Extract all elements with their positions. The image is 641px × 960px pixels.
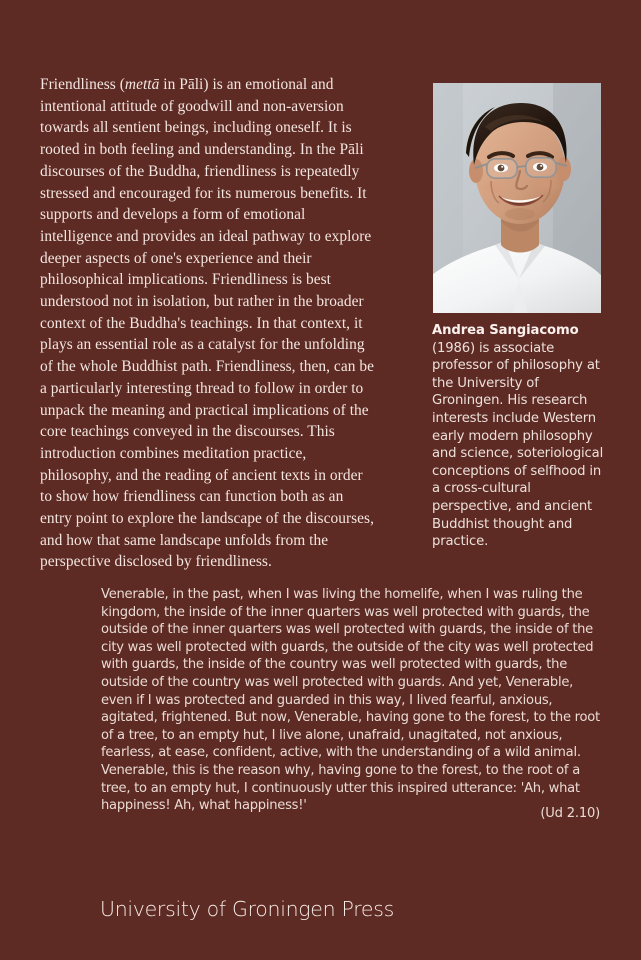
blurb-text-part-2: in Pāli) is an emotional and intentional attitude of goodwill and non-aversion towards all sentient beings, including oneself. It is rooted in both feeling and understanding. In the Pāli discourses of the Buddha, friendliness is repeatedly stressed and encouraged for its numerous benefits. It supports and develops a form of emotional intelligence and provides an ideal pathway to explore deeper aspects of one's experience and their philosophical implications. Friendliness is best understood not in isolation, but rather in the broader context of the Buddha's teachings. In that context, it plays an essential role as a catalyst for the unfolding of the whole Buddhist path. Friendliness, then, can be a particularly interesting thread to follow in order to unpack the meaning and practical implications of the core teachings conveyed in the discourses. This introduction combines meditation practice, philosophy, and the reading of ancient texts in order to show how friendliness can function both as an entry point to explore the landscape of the discourses, and how that same landscape unfolds from the perspective disclosed by friendliness. bbox=[40, 76, 378, 571]
author-bio-text: (1986) is associate professor of philosophy at the University of Groningen. His research interests include Western early modern philosophy and science, soteriological conceptions of selfhood in a cross-cultural perspective, and ancient Buddhist thought and practice. bbox=[432, 340, 604, 550]
publisher-name: University of Groningen Press bbox=[100, 897, 394, 921]
author-name: Andrea Sangiacomo bbox=[432, 323, 579, 338]
quotation-source: (Ud 2.10) bbox=[540, 806, 600, 821]
quotation-text: Venerable, in the past, when I was living the homelife, when I was ruling the kingdom, the inside of the inner quarters was well protected with guards, the outside of the inner quarters was well protected with guards, the inside of the city was well protected with guards, the outside of the city was well protected with guards, the inside of the country was well protected with guards, the outside of the country was well protected with guards. And yet, Venerable, even if I was protected and guarded in this way, I lived fearful, anxious, agitated, frightened. But now, Venerable, having gone to the forest, to the root of a tree, to an empty hut, I live alone, unafraid, unagitated, not anxious, fearless, at ease, confident, active, with the understanding of a wild animal. Venerable, this is the reason why, having gone to the forest, to the root of a tree, to an empty hut, I continuously utter this inspired utterance: 'Ah, what happiness! Ah, what happiness!' bbox=[101, 587, 600, 814]
blurb-text-part-1: Friendliness ( bbox=[40, 76, 125, 93]
blurb-italic-term: mettā bbox=[124, 76, 160, 93]
author-portrait bbox=[433, 83, 601, 313]
author-bio bbox=[432, 322, 608, 551]
author-portrait-image bbox=[433, 83, 601, 313]
blurb-paragraph bbox=[40, 74, 378, 573]
